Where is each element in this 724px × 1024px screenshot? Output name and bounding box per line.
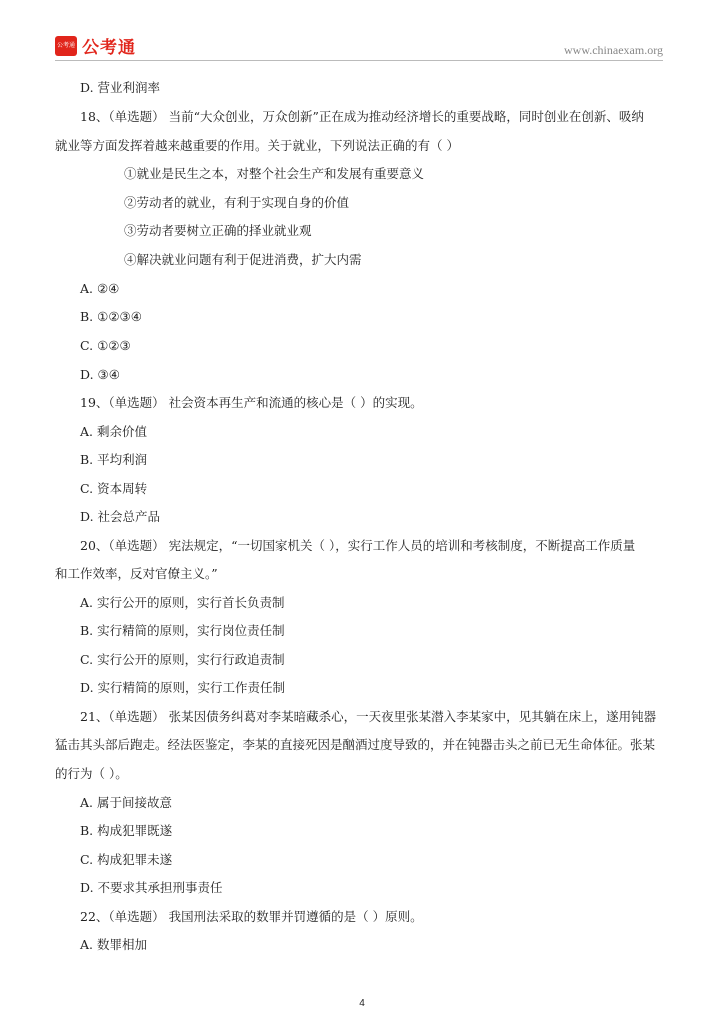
- option-a-q19: A. 剩余价值: [80, 424, 147, 439]
- site-url: www.chinaexam.org: [564, 43, 663, 57]
- option-d-q19: D. 社会总产品: [80, 509, 161, 524]
- header-divider: [55, 60, 663, 61]
- statement-3: ③劳动者要树立正确的择业就业观: [124, 223, 312, 238]
- logo-icon: 公考通: [55, 36, 77, 56]
- question-21-text-cont: 猛击其头部后跑走。经法医鉴定，李某的直接死因是酗酒过度导致的，并在钝器击头之前已无生命体征。张某: [55, 737, 656, 752]
- question-19-text: 19、（单选题） 社会资本再生产和流通的核心是（ ）的实现。: [80, 395, 423, 410]
- option-b-q21: B. 构成犯罪既遂: [80, 823, 173, 838]
- logo: [55, 33, 136, 58]
- question-22-text: 22、（单选题） 我国刑法采取的数罪并罚遵循的是（ ）原则。: [80, 909, 423, 924]
- option-a-q20: A. 实行公开的原则，实行首长负责制: [80, 595, 285, 610]
- question-18-text: 18、（单选题） 当前“大众创业，万众创新”正在成为推动经济增长的重要战略，同时创业在创新、吸纳: [80, 109, 644, 124]
- option-c-q19: C. 资本周转: [80, 481, 148, 496]
- question-20-text: 20、（单选题） 宪法规定，“一切国家机关（ ），实行工作人员的培训和考核制度，不断提高工作质量: [80, 538, 636, 553]
- option-b-q19: B. 平均利润: [80, 452, 148, 467]
- page-number: 4: [359, 998, 365, 1009]
- question-21-text-cont-2: 的行为（ ）。: [55, 766, 128, 781]
- option-c-q20: C. 实行公开的原则，实行行政追责制: [80, 652, 285, 667]
- question-21-text: 21、（单选题） 张某因债务纠葛对李某暗藏杀心，一天夜里张某潜入李某家中，见其躺在床上，遂用钝器: [80, 709, 657, 724]
- option-d-q17: D. 营业利润率: [80, 80, 161, 95]
- page-header: [55, 30, 663, 60]
- option-a-q22: A. 数罪相加: [80, 937, 147, 952]
- option-c-q18: C. ①②③: [80, 338, 131, 353]
- option-d-q18: D. ③④: [80, 367, 120, 382]
- statement-1: ①就业是民生之本，对整个社会生产和发展有重要意义: [124, 166, 425, 181]
- statement-4: ④解决就业问题有利于促进消费，扩大内需: [124, 252, 362, 267]
- option-d-q21: D. 不要求其承担刑事责任: [80, 880, 223, 895]
- option-a-q21: A. 属于间接故意: [80, 795, 172, 810]
- logo-text: 公考通: [82, 38, 136, 58]
- question-20-text-cont: 和工作效率，反对官僚主义。”: [55, 566, 218, 581]
- statement-2: ②劳动者的就业，有利于实现自身的价值: [124, 195, 350, 210]
- option-d-q20: D. 实行精简的原则，实行工作责任制: [80, 680, 286, 695]
- option-a-q18: A. ②④: [80, 281, 120, 296]
- option-b-q20: B. 实行精简的原则，实行岗位责任制: [80, 623, 285, 638]
- question-18-text-cont: 就业等方面发挥着越来越重要的作用。关于就业，下列说法正确的有（ ）: [55, 138, 459, 153]
- option-c-q21: C. 构成犯罪未遂: [80, 852, 173, 867]
- option-b-q18: B. ①②③④: [80, 309, 142, 324]
